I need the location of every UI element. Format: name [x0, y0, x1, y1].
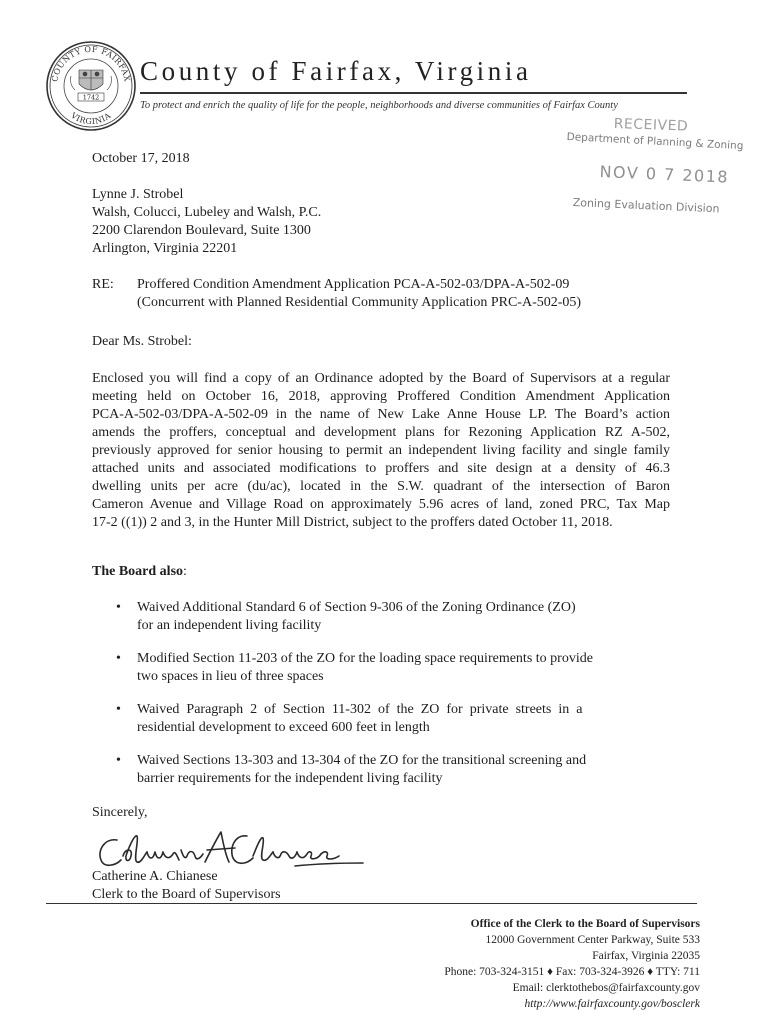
- signer-title: Clerk to the Board of Supervisors: [92, 887, 281, 902]
- recipient-name: Lynne J. Strobel: [92, 187, 184, 202]
- list-item: [92, 650, 593, 686]
- footer-website-link[interactable]: http://www.fairfaxcounty.gov/bosclerk: [524, 998, 700, 1010]
- footer-email[interactable]: Email: clerktothebos@fairfaxcounty.gov: [512, 982, 700, 994]
- list-item-line: Modified Section 11-203 of the ZO for the loading space requirements to provide: [137, 651, 593, 666]
- paragraph-line: PCA-A-502-03/DPA-A-502-09 in the name of New Lake Anne House LP. The Board’s action: [92, 407, 670, 422]
- paragraph-line: Cameron Avenue and Village Road on approximately 5.96 acres of land, zoned PRC, Tax Map: [92, 497, 670, 512]
- paragraph-line: previously approved for senior housing to permit an independent living facility and single family: [92, 443, 670, 458]
- board-also-bold: The Board also: [92, 564, 184, 579]
- recipient-city: Arlington, Virginia 22201: [92, 241, 238, 256]
- list-item: [92, 701, 593, 737]
- letter-date: October 17, 2018: [92, 151, 190, 166]
- county-tagline: To protect and enrich the quality of life for the people, neighborhoods and diverse communities of Fairfax County: [140, 100, 618, 111]
- board-also-heading: [92, 563, 187, 581]
- recipient-street: 2200 Clarendon Boulevard, Suite 1300: [92, 223, 311, 238]
- received-stamp-division: Zoning Evaluation Division: [572, 196, 720, 216]
- list-item-line: for an independent living facility: [137, 618, 322, 633]
- paragraph-line: dwelling units per acre (du/ac), located in the S.W. quadrant of the intersection of Baron: [92, 479, 670, 494]
- list-item-line: Waived Paragraph 2 of Section 11-302 of the ZO for private streets in a: [137, 702, 583, 717]
- paragraph-line: Enclosed you will find a copy of an Ordinance adopted by the Board of Supervisors at a regular: [92, 371, 670, 386]
- footer-contact: [444, 916, 700, 1012]
- re-line: (Concurrent with Planned Residential Community Application PRC-A-502-05): [137, 295, 582, 310]
- footer-office: Office of the Clerk to the Board of Supervisors: [470, 918, 700, 930]
- bullet-icon: •: [116, 702, 121, 717]
- paragraph-line: amends the proffers, conceptual and development plans for Rezoning Application RZ A-502,: [92, 425, 670, 440]
- seal-year: 1742: [82, 93, 100, 102]
- footer-phones: Phone: 703-324-3151 ♦ Fax: 703-324-3926 ♦ TTY: 711: [444, 966, 700, 978]
- list-item-line: Waived Sections 13-303 and 13-304 of the ZO for the transitional screening and: [137, 753, 587, 768]
- received-stamp: RECEIVED: [613, 116, 689, 135]
- list-item-line: Waived Additional Standard 6 of Section 9-306 of the Zoning Ordinance (ZO): [137, 600, 576, 615]
- signer-name: Catherine A. Chianese: [92, 869, 218, 884]
- re-label: RE:: [92, 277, 114, 292]
- actions-list: [92, 599, 593, 803]
- body-paragraph: [92, 370, 670, 532]
- bullet-icon: •: [116, 651, 121, 666]
- re-line: Proffered Condition Amendment Application PCA-A-502-03/DPA-A-502-09: [137, 277, 570, 292]
- list-item-line: barrier requirements for the independent living facility: [137, 771, 443, 786]
- board-also-colon: :: [183, 564, 187, 579]
- paragraph-line: 17-2 ((1)) 2 and 3, in the Hunter Mill District, subject to the proffers dated October 11, 2018.: [92, 515, 613, 530]
- list-item: [92, 599, 593, 635]
- re-subject: [137, 276, 581, 312]
- salutation: Dear Ms. Strobel:: [92, 334, 192, 349]
- recipient-firm: Walsh, Colucci, Lubeley and Walsh, P.C.: [92, 205, 322, 220]
- received-stamp-date: NOV 0 7 2018: [599, 162, 730, 187]
- list-item-line: residential development to exceed 600 feet in length: [137, 720, 430, 735]
- title-rule: [140, 92, 687, 94]
- list-item: [92, 752, 593, 788]
- seal-bottom-text: VIRGINIA: [69, 110, 113, 127]
- received-stamp-department: Department of Planning & Zoning: [566, 131, 744, 153]
- footer-rule: [46, 903, 697, 904]
- bullet-icon: •: [116, 753, 121, 768]
- paragraph-line: attached units and associated modifications to proffers and site design at a density of 46.3: [92, 461, 670, 476]
- county-title: County of Fairfax, Virginia: [140, 56, 532, 86]
- bullet-icon: •: [116, 600, 121, 615]
- county-seal: [45, 40, 137, 132]
- seal-top-text: COUNTY OF FAIRFAX: [50, 44, 132, 83]
- paragraph-line: meeting held on October 16, 2018, approving Proffered Condition Amendment Application: [92, 389, 670, 404]
- footer-address-line: 12000 Government Center Parkway, Suite 533: [485, 934, 700, 946]
- list-item-line: two spaces in lieu of three spaces: [137, 669, 324, 684]
- footer-address-line: Fairfax, Virginia 22035: [592, 950, 700, 962]
- closing: Sincerely,: [92, 805, 148, 820]
- recipient-address: [92, 186, 321, 258]
